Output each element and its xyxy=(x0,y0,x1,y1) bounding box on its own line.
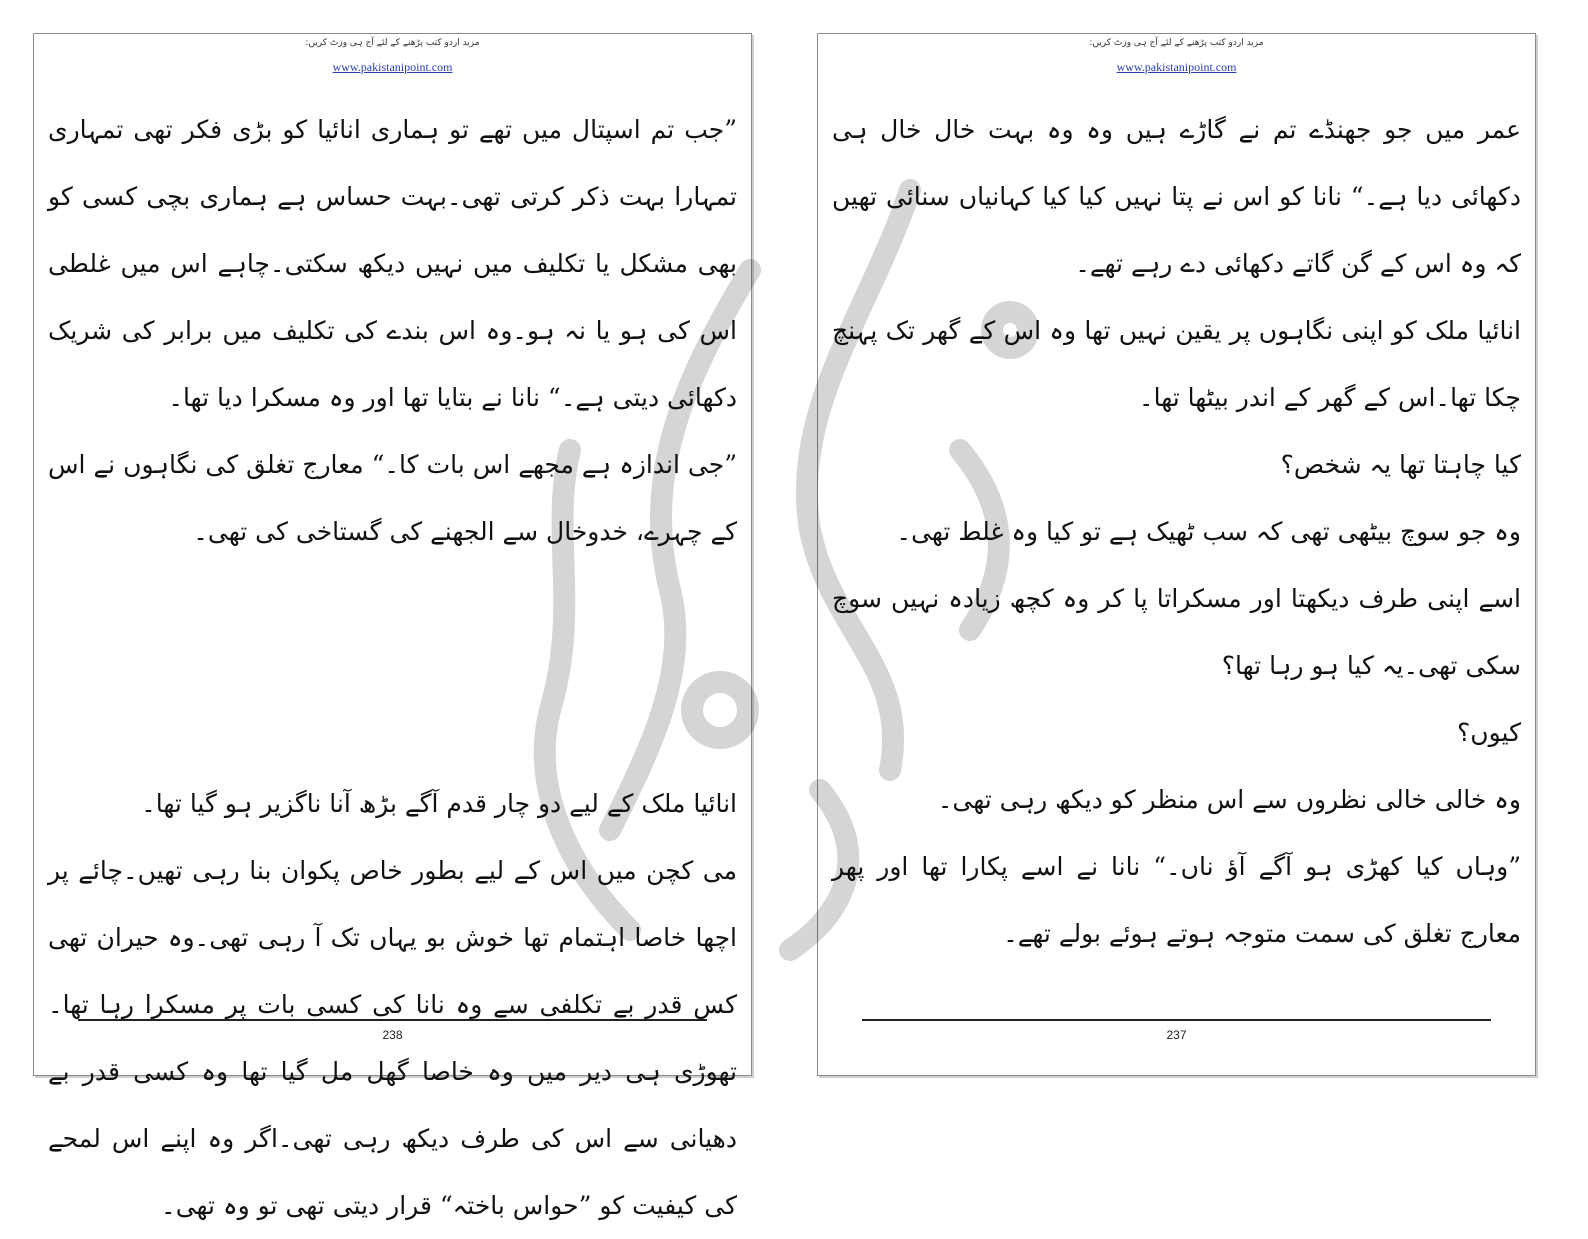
page-number: 238 xyxy=(382,1028,403,1042)
book-page-left xyxy=(33,33,752,1220)
paragraph: ”وہاں کیا کھڑی ہو آگے آؤ ناں۔“ نانا نے اسے پکارا تھا اور پھر معارج تغلق کی سمت متوجہ ہوتے ہوئے بولے تھے۔ xyxy=(832,852,1521,948)
book-page-right xyxy=(817,33,1536,1076)
header-note: مزید اردو کتب پڑھنے کے لئے آج ہی وزٹ کریں: xyxy=(305,38,480,48)
paragraph: انائیا ملک کو اپنی نگاہوں پر یقین نہیں تھا وہ اس کے گھر تک پہنچ چکا تھا۔اس کے گھر کے اندر بیٹھا تھا۔ xyxy=(832,316,1521,412)
paragraph: وہ جو سوچ بیٹھی تھی کہ سب ٹھیک ہے تو کیا وہ غلط تھی۔ xyxy=(896,517,1521,546)
website-link[interactable]: www.pakistanipoint.com xyxy=(1116,60,1237,74)
website-link[interactable]: www.pakistanipoint.com xyxy=(332,60,453,74)
paragraph: ”جی اندازہ ہے مجھے اس بات کا۔“ معارج تغلق کی نگاہوں نے اس کے چہرے، خدوخال سے الجھنے کی گستاخی کی تھی۔ xyxy=(48,450,737,546)
footer-rule xyxy=(78,1019,707,1021)
paragraph: کیا چاہتا تھا یہ شخص؟ xyxy=(1280,450,1521,479)
footer-rule xyxy=(862,1019,1491,1021)
header-note: مزید اردو کتب پڑھنے کے لئے آج ہی وزٹ کریں: xyxy=(1089,38,1264,48)
paragraph: انائیا ملک کے لیے دو چار قدم آگے بڑھ آنا ناگزیر ہو گیا تھا۔ xyxy=(141,789,737,818)
paragraph: وہ خالی خالی نظروں سے اس منظر کو دیکھ رہی تھی۔ xyxy=(937,785,1521,814)
paragraph: می کچن میں اس کے لیے بطور خاص پکوان بنا رہی تھیں۔چائے پر اچھا خاصا اہتمام تھا خوش بو یہاں تک آ رہی تھی۔وہ حیران تھی کس قدر بے تکلفی سے وہ نانا کی کسی بات پر مسکرا رہا تھا۔تھوڑی ہی دیر میں وہ خاصا گھل مل گیا تھا وہ کسی قدر بے دھیانی سے اس کی طرف دیکھ رہی تھی۔اگر وہ اپنے اس لمحے کی کیفیت کو ”حواس باختہ“ قرار دیتی تھی تو وہ تھی۔ xyxy=(48,856,737,1220)
paragraph: عمر میں جو جھنڈے تم نے گاڑے ہیں وہ وہ بہت خال خال ہی دکھائی دیا ہے۔“ نانا کو اس نے پتا نہیں کیا کیا کہانیاں سنائی تھیں کہ وہ اس کے گن گاتے دکھائی دے رہے تھے۔ xyxy=(832,115,1521,278)
paragraph: ”جب تم اسپتال میں تھے تو ہماری انائیا کو بڑی فکر تھی تمہاری تمہارا بہت ذکر کرتی تھی۔بہت حساس ہے ہماری بچی کسی کو بھی مشکل یا تکلیف میں نہیں دیکھ سکتی۔چاہے اس میں غلطی اس کی ہو یا نہ ہو۔وہ اس بندے کی تکلیف میں برابر کی شریک دکھائی دیتی ہے۔“ نانا نے بتایا تھا اور وہ مسکرا دیا تھا۔ xyxy=(48,115,737,412)
page-body xyxy=(832,96,1521,1013)
paragraph: اسے اپنی طرف دیکھتا اور مسکراتا پا کر وہ کچھ زیادہ نہیں سوچ سکی تھی۔یہ کیا ہو رہا تھا؟ xyxy=(832,584,1521,680)
paragraph: کیوں؟ xyxy=(1457,718,1521,747)
blank-space xyxy=(48,565,737,770)
page-number: 237 xyxy=(1166,1028,1187,1042)
